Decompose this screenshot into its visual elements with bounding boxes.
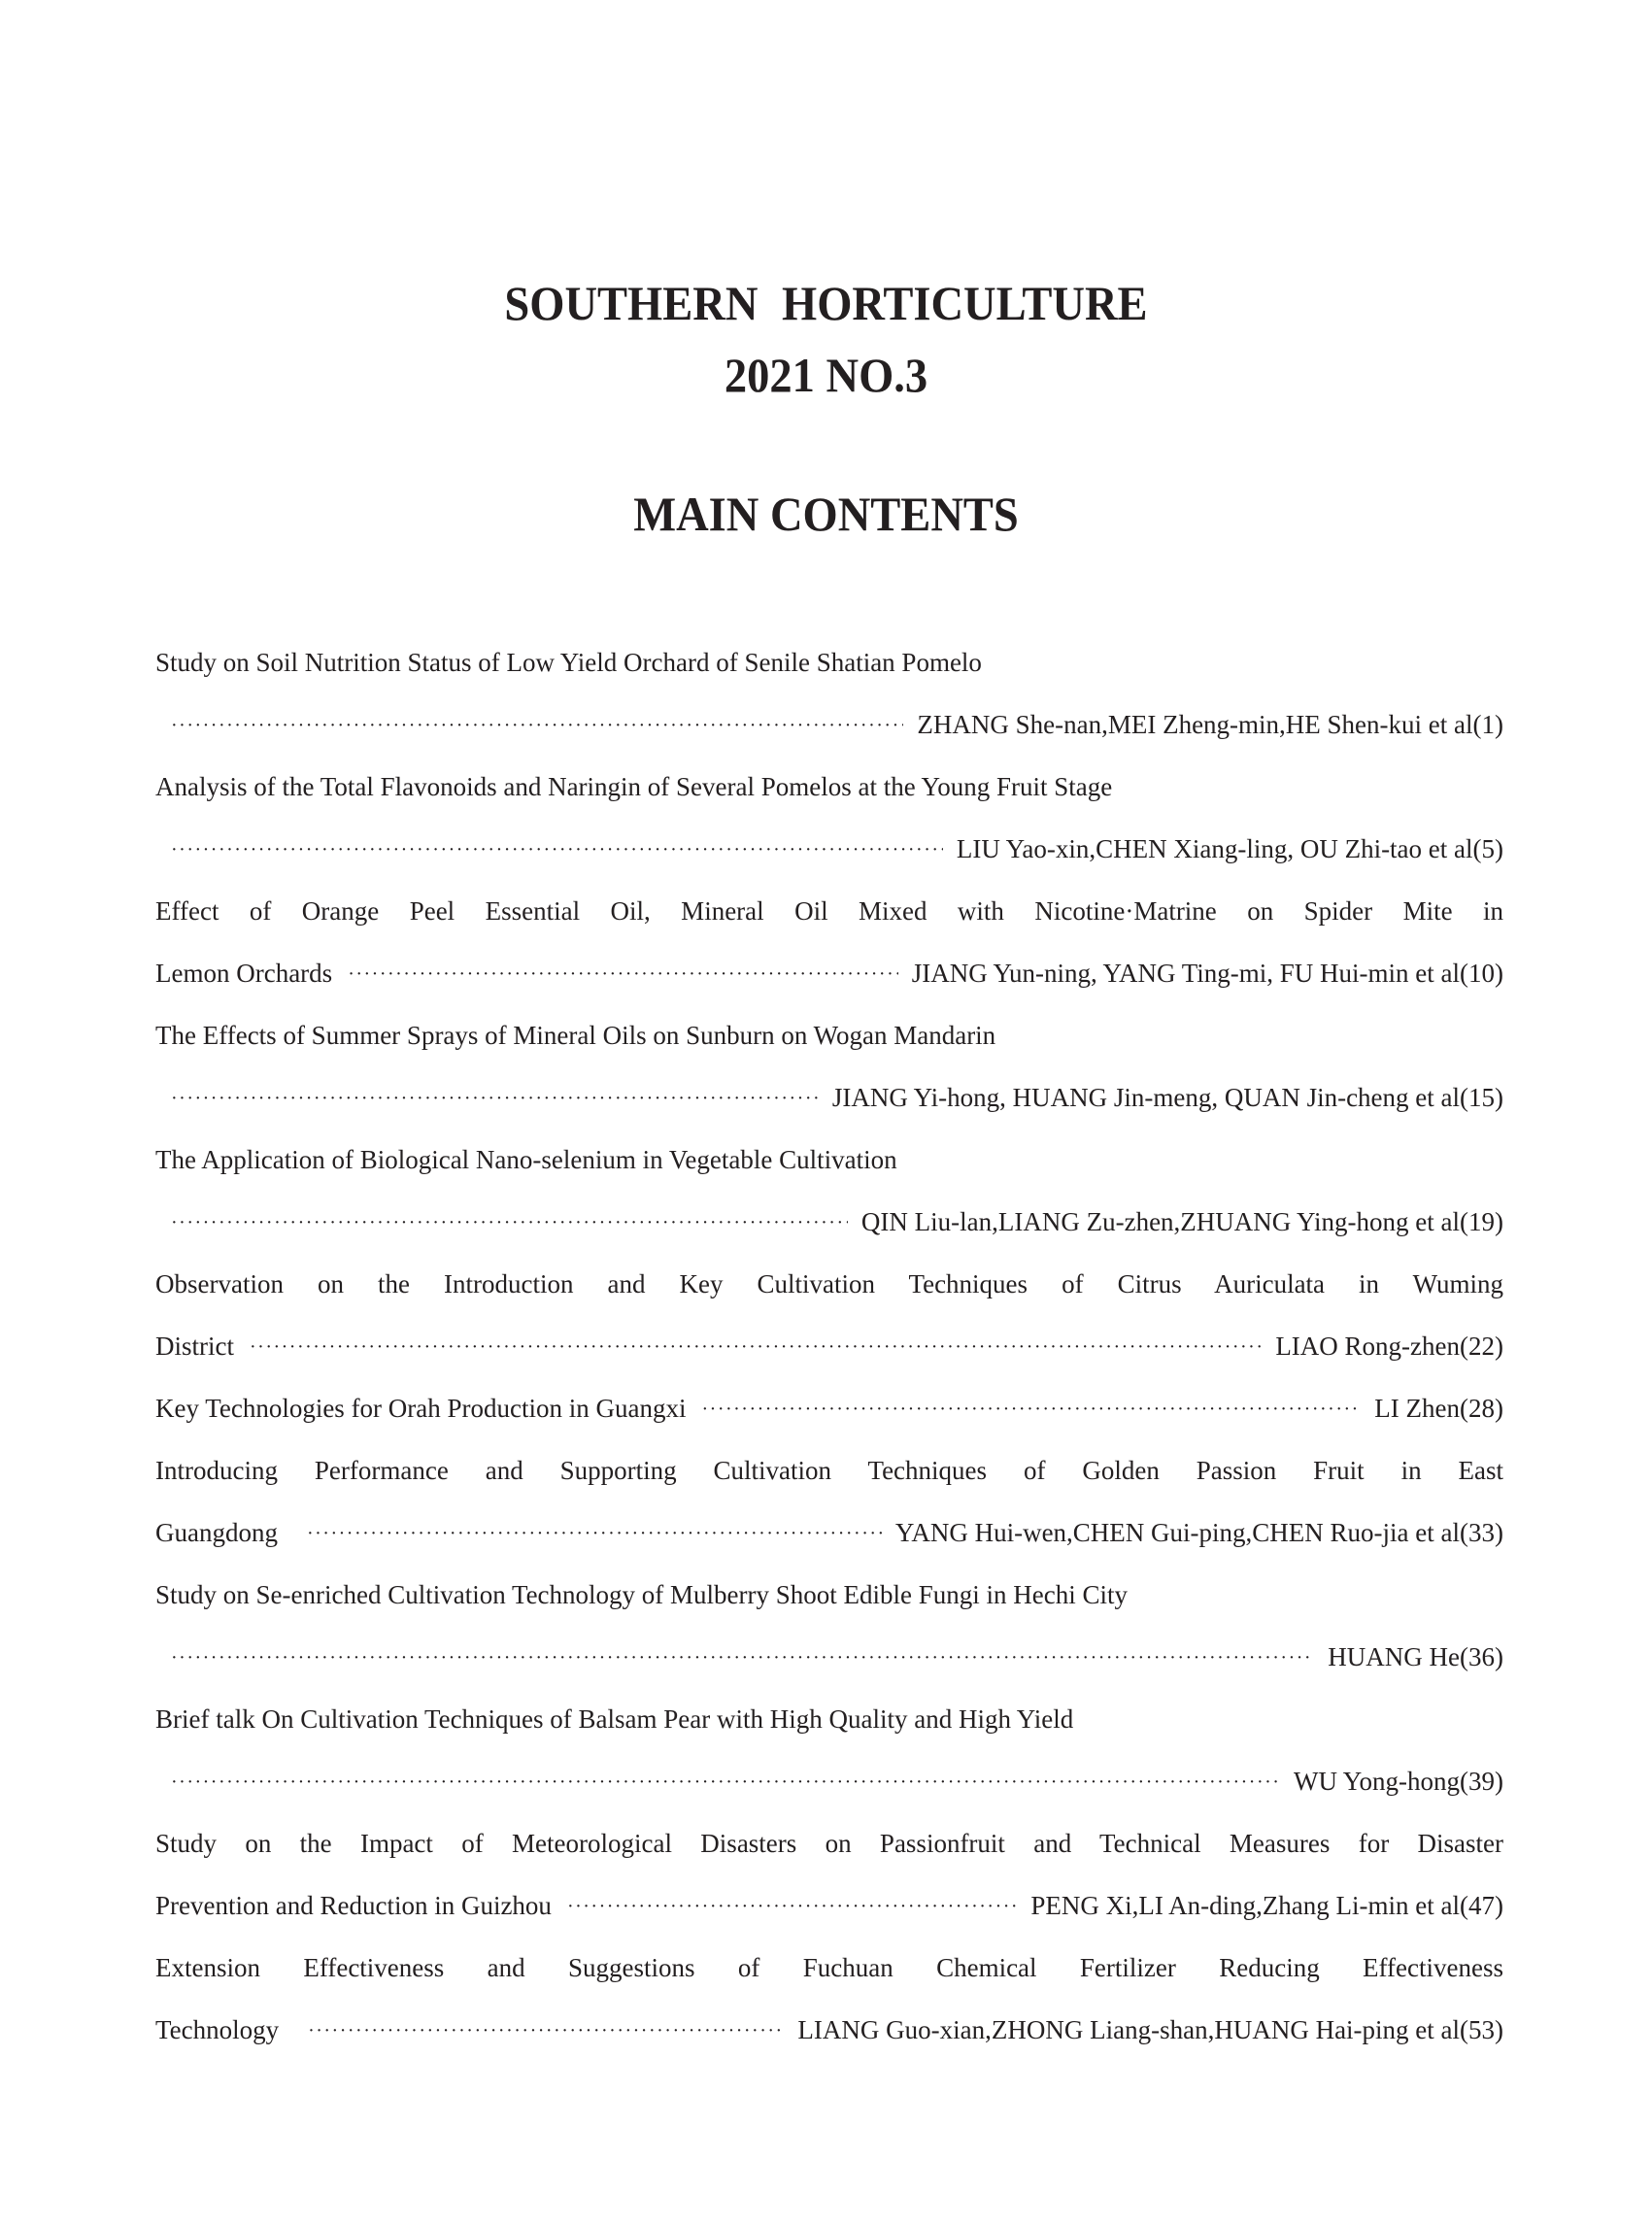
- entry-authors: LIAO Rong-zhen: [1275, 1332, 1461, 1361]
- entry-title: Study on Se-enriched Cultivation Technology of Mulberry Shoot Edible Fungi in Hechi City: [155, 1580, 1129, 1609]
- entry-authors: YANG Hui-wen,CHEN Gui-ping,CHEN Ruo-jia et al: [894, 1518, 1461, 1547]
- entry-title: Observation on the Introduction and Key Cultivation Techniques of Citrus Auriculata in Wuming: [155, 1269, 1503, 1298]
- issue-number: 2021 NO.3: [724, 348, 928, 402]
- entry-page: (19): [1460, 1207, 1503, 1236]
- entry-title: Key Technologies for Orah Production in Guangxi: [155, 1394, 687, 1423]
- entry-authors: QIN Liu-lan,LIANG Zu-zhen,ZHUANG Ying-hong et al: [860, 1207, 1461, 1236]
- entry-page: (36): [1460, 1642, 1503, 1671]
- entry-page: (39): [1460, 1767, 1503, 1796]
- entry-page: (53): [1460, 2015, 1503, 2044]
- table-of-contents: [155, 641, 1503, 2071]
- entry-page: (33): [1460, 1518, 1503, 1547]
- toc-entry[interactable]: [155, 1138, 1503, 1263]
- entry-title-cont: Prevention and Reduction in Guizhou: [155, 1891, 552, 1920]
- dot-leader: [171, 827, 943, 870]
- entry-authors: ZHANG She-nan,MEI Zheng-min,HE Shen-kui et al: [917, 710, 1473, 739]
- toc-entry[interactable]: [155, 1449, 1503, 1573]
- dot-leader: [307, 1511, 882, 1554]
- entry-page: (47): [1460, 1891, 1503, 1920]
- toc-entry[interactable]: [155, 1946, 1503, 2071]
- entry-page: (5): [1472, 834, 1503, 863]
- toc-entry[interactable]: [155, 1822, 1503, 1946]
- entry-title: Study on Soil Nutrition Status of Low Yield Orchard of Senile Shatian Pomelo: [155, 648, 982, 677]
- dot-leader: [308, 2008, 784, 2051]
- entry-authors: LI Zhen: [1374, 1394, 1461, 1423]
- entry-title: Effect of Orange Peel Essential Oil, Mineral Oil Mixed with Nicotine·Matrine on Spider Mite in: [155, 896, 1503, 926]
- entry-title: The Effects of Summer Sprays of Mineral Oils on Sunburn on Wogan Mandarin: [155, 1021, 996, 1050]
- entry-authors: HUANG He: [1328, 1642, 1461, 1671]
- entry-authors: LIU Yao-xin,CHEN Xiang-ling, OU Zhi-tao et al: [956, 834, 1473, 863]
- dot-leader: [171, 1200, 848, 1243]
- dot-leader: [567, 1884, 1017, 1927]
- dot-leader: [171, 1076, 819, 1119]
- entry-authors: WU Yong-hong: [1293, 1767, 1461, 1796]
- dot-leader: [171, 1760, 1280, 1803]
- dot-leader: [702, 1387, 1362, 1430]
- entry-authors: JIANG Yun-ning, YANG Ting-mi, FU Hui-min et al: [911, 959, 1461, 988]
- entry-title: Extension Effectiveness and Suggestions of Fuchuan Chemical Fertilizer Reducing Effectiveness: [155, 1953, 1503, 1982]
- entry-page: (1): [1472, 710, 1503, 739]
- toc-entry[interactable]: [155, 641, 1503, 765]
- entry-page: (10): [1460, 959, 1503, 988]
- dot-leader: [250, 1325, 1262, 1367]
- toc-entry[interactable]: [155, 1698, 1503, 1822]
- entry-page: (28): [1460, 1394, 1503, 1423]
- entry-authors: LIANG Guo-xian,ZHONG Liang-shan,HUANG Hai-ping et al: [797, 2015, 1461, 2044]
- entry-title-cont: District: [155, 1332, 234, 1361]
- entry-title: Introducing Performance and Supporting Cultivation Techniques of Golden Passion Fruit in East: [155, 1456, 1503, 1485]
- dot-leader: [348, 952, 898, 995]
- entry-title-cont: Technology: [155, 2015, 280, 2044]
- journal-title: SOUTHERN HORTICULTURE: [504, 276, 1148, 330]
- entry-title-cont: Guangdong: [155, 1518, 278, 1547]
- entry-title-cont: Lemon Orchards: [155, 959, 333, 988]
- entry-title: Brief talk On Cultivation Techniques of Balsam Pear with High Quality and High Yield: [155, 1704, 1074, 1734]
- entry-page: (15): [1460, 1083, 1503, 1112]
- entry-title: Study on the Impact of Meteorological Disasters on Passionfruit and Technical Measures for Disaster: [155, 1829, 1503, 1858]
- entry-title: Analysis of the Total Flavonoids and Naringin of Several Pomelos at the Young Fruit Stage: [155, 772, 1113, 801]
- toc-entry[interactable]: [155, 1263, 1503, 1387]
- toc-entry[interactable]: [155, 890, 1503, 1014]
- toc-entry[interactable]: [155, 1573, 1503, 1698]
- toc-entry[interactable]: [155, 765, 1503, 890]
- entry-authors: JIANG Yi-hong, HUANG Jin-meng, QUAN Jin-cheng et al: [831, 1083, 1461, 1112]
- entry-authors: PENG Xi,LI An-ding,Zhang Li-min et al: [1030, 1891, 1461, 1920]
- toc-entry[interactable]: [155, 1014, 1503, 1138]
- dot-leader: [171, 1636, 1314, 1678]
- entry-page: (22): [1460, 1332, 1503, 1361]
- section-title: MAIN CONTENTS: [633, 487, 1019, 541]
- dot-leader: [171, 703, 903, 746]
- toc-entry[interactable]: [155, 1387, 1503, 1449]
- entry-title: The Application of Biological Nano-selenium in Vegetable Cultivation: [155, 1145, 897, 1174]
